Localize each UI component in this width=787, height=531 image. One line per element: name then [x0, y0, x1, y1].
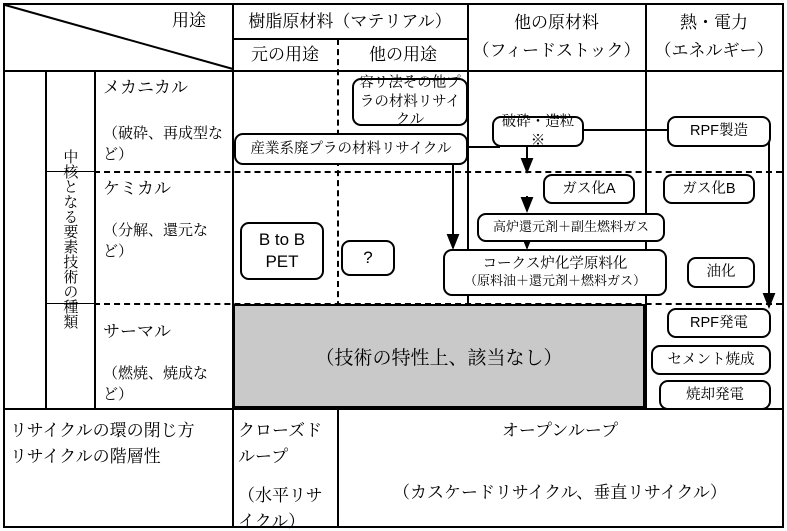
row-group-vertical-label-text: 中核となる要素技術の種類 — [61, 149, 79, 329]
node-cement-kiln-label: セメント焼成 — [667, 351, 755, 368]
row-label-mechanical-detail: （破砕、再成型など） — [103, 124, 224, 164]
header-col-resin-other-use: 他の用途 — [369, 45, 437, 65]
row-label-thermal-detail: （燃焼、焼成など） — [103, 364, 209, 404]
node-incineration-power[interactable] — [659, 380, 771, 410]
thermal-not-applicable-text: （技術の特性上、該当なし） — [315, 347, 563, 369]
header-col-resin-original-use: 元の用途 — [251, 45, 319, 65]
node-oil-conversion-label: 油化 — [706, 264, 736, 281]
footer-open-loop-sub: （カスケードリサイクル、垂直リサイクル） — [393, 482, 727, 502]
node-crush-granulate-label: 破砕・造粒※ — [501, 113, 575, 149]
node-industrial-waste-plastic-recycle[interactable] — [234, 133, 468, 165]
node-question[interactable] — [341, 240, 395, 276]
header-col-energy-sub: （エネルギー） — [654, 41, 774, 61]
node-btob-pet-line2: PET — [265, 252, 299, 271]
node-coke-oven-chemical-feedstock-label: コークス炉化学原料化 — [482, 255, 628, 272]
node-yori-law-material-recycle-label: 容リ法その他プラの材料リサイクル — [359, 74, 461, 129]
node-industrial-waste-plastic-recycle-label: 産業系廃プラの材料リサイクル — [250, 140, 452, 157]
node-rpf-power-generation[interactable] — [667, 308, 771, 338]
node-yori-law-material-recycle[interactable] — [352, 74, 468, 129]
node-gasification-b-label: ガス化B — [682, 180, 736, 197]
row-label-mechanical-name: メカニカル — [103, 78, 188, 97]
row-label-thermal-name: サーマル — [103, 322, 171, 341]
node-btob-pet-line1: B to B — [258, 229, 306, 249]
footer-row-label-line1: リサイクルの環の閉じ方 — [10, 421, 195, 440]
node-question-label: ? — [363, 247, 373, 267]
node-coke-oven-chemical-feedstock-sub: （原料油＋還元剤＋燃料ガス） — [463, 273, 646, 289]
header-col-energy: 熱・電力 — [680, 13, 748, 33]
node-blast-furnace-reductant[interactable] — [477, 213, 665, 242]
node-oil-conversion[interactable] — [687, 257, 755, 288]
node-gasification-a[interactable] — [543, 174, 635, 204]
node-rpf-power-generation-label: RPF発電 — [690, 314, 748, 331]
node-gasification-a-label: ガス化A — [562, 180, 616, 197]
header-corner-label: 用途 — [172, 11, 206, 31]
row-label-chemical-name: ケミカル — [103, 179, 171, 198]
node-btob-pet[interactable] — [240, 222, 324, 280]
node-blast-furnace-reductant-label: 高炉還元剤＋副生燃料ガス — [492, 219, 649, 235]
footer-closed-loop-label: クローズドループ — [238, 421, 323, 466]
footer-row-label-line2: リサイクルの階層性 — [10, 446, 161, 466]
node-rpf-production[interactable] — [667, 116, 771, 147]
node-gasification-b[interactable] — [663, 174, 755, 204]
node-coke-oven-chemical-feedstock[interactable] — [443, 249, 667, 296]
node-rpf-production-label: RPF製造 — [690, 123, 748, 140]
node-cement-kiln[interactable] — [651, 345, 771, 375]
header-col-other-material: 他の原材料 — [514, 13, 599, 33]
node-crush-granulate[interactable] — [492, 113, 584, 149]
header-col-resin: 樹脂原材料（マテリアル） — [248, 12, 452, 32]
footer-open-loop-label: オープンループ — [501, 421, 619, 440]
header-col-other-material-sub: （フィードストック） — [472, 41, 641, 61]
row-label-chemical-detail: （分解、還元など） — [103, 221, 209, 261]
footer-closed-loop-sub: （水平リサイクル） — [238, 486, 323, 531]
node-incineration-power-label: 焼却発電 — [686, 386, 744, 403]
